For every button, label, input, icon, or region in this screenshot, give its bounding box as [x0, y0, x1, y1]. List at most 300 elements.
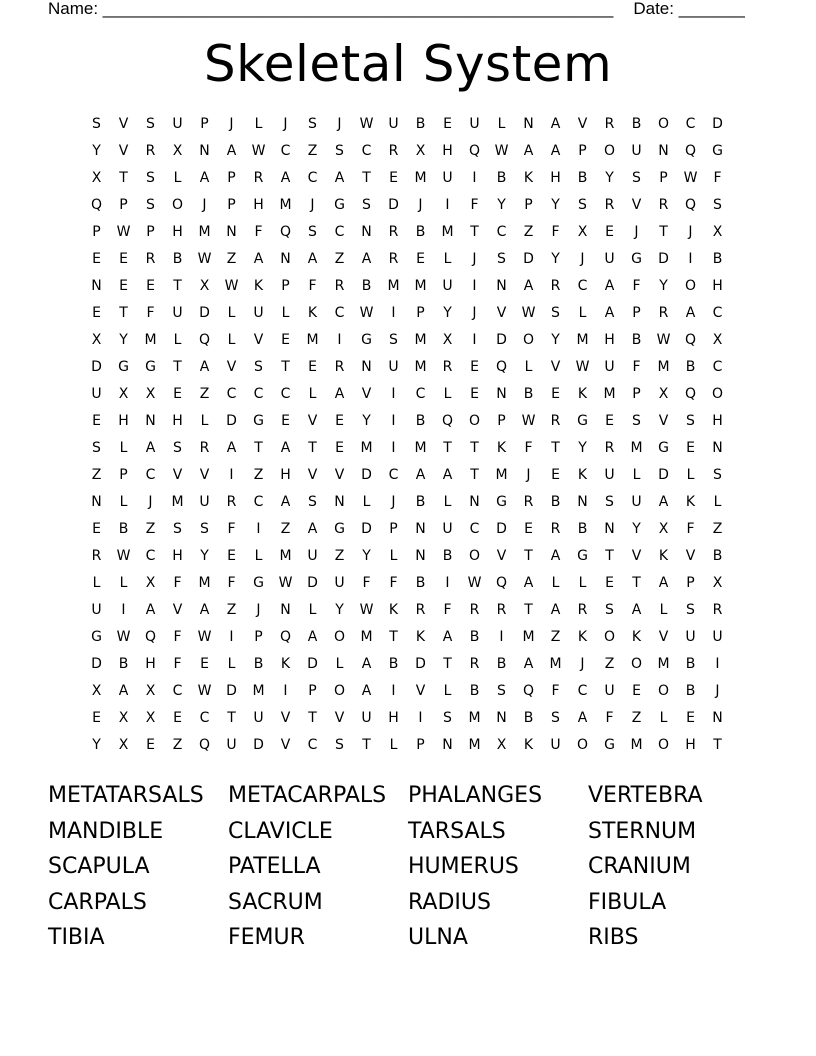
grid-letter: B — [496, 656, 507, 672]
grid-letter: L — [173, 332, 182, 348]
grid-letter: F — [173, 656, 182, 672]
grid-letter: X — [658, 521, 669, 537]
word-bank — [48, 780, 788, 958]
grid-letter: Q — [441, 413, 454, 429]
grid-letter: S — [551, 710, 560, 726]
grid-letter: M — [549, 656, 562, 672]
grid-letter: W — [521, 305, 536, 321]
word-bank-item: HUMERUS — [408, 854, 519, 880]
header-line — [48, 0, 745, 20]
grid-letter: M — [603, 386, 616, 402]
grid-letter: A — [361, 683, 372, 699]
grid-letter: S — [551, 305, 560, 321]
grid-letter: L — [173, 170, 182, 186]
grid-letter: J — [229, 116, 234, 132]
grid-letter: V — [199, 467, 210, 483]
grid-letter: C — [307, 737, 318, 753]
grid-letter: E — [686, 710, 695, 726]
grid-letter: U — [604, 683, 615, 699]
grid-letter: K — [307, 305, 318, 321]
grid-letter: A — [307, 629, 318, 645]
grid-letter: R — [658, 305, 669, 321]
grid-letter: T — [227, 710, 236, 726]
grid-letter: L — [632, 467, 641, 483]
grid-letter: S — [632, 413, 641, 429]
grid-letter: N — [91, 494, 102, 510]
grid-letter: D — [523, 251, 534, 267]
grid-letter: Y — [551, 197, 560, 213]
grid-letter: H — [280, 467, 291, 483]
grid-letter: L — [200, 413, 209, 429]
word-bank-item: PHALANGES — [408, 783, 543, 808]
grid-letter: B — [388, 656, 399, 672]
grid-letter: N — [415, 548, 426, 564]
grid-letter: E — [173, 710, 182, 726]
grid-letter: S — [578, 197, 587, 213]
grid-letter: B — [496, 170, 507, 186]
grid-letter: T — [524, 548, 533, 564]
grid-letter: U — [712, 629, 723, 645]
grid-letter: D — [226, 683, 237, 699]
grid-letter: T — [362, 170, 371, 186]
grid-row — [83, 354, 733, 381]
grid-letter: I — [472, 170, 477, 186]
grid-row — [83, 651, 733, 678]
grid-row — [83, 624, 733, 651]
grid-letter: P — [146, 224, 155, 240]
grid-row — [83, 273, 733, 300]
grid-letter: W — [467, 575, 482, 591]
grid-letter: Z — [253, 467, 264, 483]
grid-letter: S — [254, 359, 263, 375]
grid-letter: L — [119, 494, 128, 510]
grid-letter: H — [442, 143, 453, 159]
grid-letter: V — [415, 683, 426, 699]
grid-letter: P — [119, 197, 128, 213]
grid-letter: P — [227, 197, 236, 213]
grid-letter: O — [711, 386, 724, 402]
grid-letter: W — [116, 548, 131, 564]
grid-letter: H — [712, 413, 723, 429]
grid-letter: S — [362, 197, 371, 213]
grid-letter: S — [686, 413, 695, 429]
grid-letter: R — [388, 224, 399, 240]
grid-letter: B — [442, 548, 453, 564]
grid-row — [83, 381, 733, 408]
grid-letter: B — [415, 494, 426, 510]
grid-letter: A — [523, 575, 534, 591]
grid-letter: D — [226, 413, 237, 429]
grid-letter: N — [604, 521, 615, 537]
grid-letter: C — [253, 494, 264, 510]
grid-letter: W — [494, 143, 509, 159]
grid-letter: D — [253, 737, 264, 753]
grid-letter: S — [92, 116, 101, 132]
grid-letter: E — [92, 305, 101, 321]
grid-letter: O — [684, 278, 697, 294]
grid-letter: T — [470, 440, 479, 456]
grid-letter: J — [715, 683, 720, 699]
grid-letter: R — [658, 197, 669, 213]
grid-letter: L — [227, 305, 236, 321]
grid-letter: J — [148, 494, 153, 510]
grid-letter: Y — [605, 170, 614, 186]
grid-letter: L — [254, 548, 263, 564]
grid-letter: T — [308, 710, 317, 726]
grid-letter: Q — [90, 197, 103, 213]
grid-letter: T — [173, 278, 182, 294]
grid-letter: B — [415, 224, 426, 240]
grid-letter: Z — [307, 143, 318, 159]
grid-letter: V — [631, 548, 642, 564]
grid-letter: C — [280, 386, 291, 402]
letter-grid — [83, 111, 733, 759]
grid-letter: K — [523, 170, 534, 186]
grid-letter: B — [712, 251, 723, 267]
grid-letter: F — [713, 170, 722, 186]
grid-letter: V — [496, 548, 507, 564]
grid-letter: L — [578, 305, 587, 321]
grid-letter: J — [688, 224, 693, 240]
word-bank-item: VERTEBRA — [588, 783, 703, 808]
grid-letter: A — [523, 656, 534, 672]
grid-letter: V — [307, 413, 318, 429]
grid-letter: T — [713, 737, 722, 753]
grid-letter: Y — [551, 332, 560, 348]
grid-letter: C — [469, 521, 480, 537]
grid-letter: D — [388, 197, 399, 213]
grid-row — [83, 192, 733, 219]
grid-letter: Y — [578, 440, 587, 456]
grid-letter: S — [389, 332, 398, 348]
grid-letter: P — [416, 305, 425, 321]
grid-letter: V — [280, 710, 291, 726]
grid-letter: V — [550, 359, 561, 375]
grid-letter: Z — [523, 224, 534, 240]
word-bank-item: CARPALS — [48, 889, 147, 915]
grid-letter: L — [443, 494, 452, 510]
grid-letter: E — [524, 521, 533, 537]
grid-letter: N — [712, 710, 723, 726]
grid-letter: A — [253, 251, 264, 267]
grid-letter: G — [658, 440, 669, 456]
grid-letter: G — [577, 413, 588, 429]
grid-letter: R — [199, 440, 210, 456]
grid-letter: V — [658, 413, 669, 429]
grid-letter: E — [551, 467, 560, 483]
grid-letter: U — [226, 737, 237, 753]
grid-letter: M — [279, 548, 292, 564]
grid-letter: R — [226, 494, 237, 510]
grid-letter: J — [526, 467, 531, 483]
grid-letter: L — [308, 386, 317, 402]
grid-letter: Z — [280, 521, 291, 537]
grid-letter: O — [171, 197, 184, 213]
grid-letter: H — [172, 413, 183, 429]
grid-letter: L — [227, 332, 236, 348]
grid-letter: R — [334, 359, 345, 375]
grid-letter: R — [550, 278, 561, 294]
grid-letter: V — [577, 116, 588, 132]
grid-letter: U — [685, 629, 696, 645]
grid-letter: O — [630, 656, 643, 672]
grid-letter: T — [254, 440, 263, 456]
grid-letter: R — [577, 602, 588, 618]
grid-letter: N — [361, 359, 372, 375]
grid-letter: A — [145, 602, 156, 618]
grid-letter: O — [603, 629, 616, 645]
grid-letter: C — [307, 170, 318, 186]
grid-letter: S — [443, 710, 452, 726]
grid-letter: N — [496, 386, 507, 402]
grid-letter: B — [631, 116, 642, 132]
grid-row — [83, 489, 733, 516]
grid-letter: D — [496, 332, 507, 348]
grid-letter: Q — [495, 575, 508, 591]
grid-letter: A — [523, 143, 534, 159]
grid-letter: M — [198, 224, 211, 240]
grid-letter: Q — [279, 224, 292, 240]
grid-letter: D — [307, 656, 318, 672]
grid-letter: W — [521, 413, 536, 429]
grid-letter: E — [92, 413, 101, 429]
grid-letter: A — [334, 170, 345, 186]
grid-letter: X — [496, 737, 507, 753]
grid-letter: V — [685, 548, 696, 564]
grid-letter: Z — [172, 737, 183, 753]
grid-letter: B — [523, 386, 534, 402]
grid-letter: Y — [92, 737, 101, 753]
grid-letter: D — [361, 521, 372, 537]
grid-letter: I — [256, 521, 261, 537]
grid-letter: T — [389, 629, 398, 645]
grid-letter: R — [253, 170, 264, 186]
grid-letter: P — [92, 224, 101, 240]
grid-letter: X — [91, 170, 102, 186]
grid-letter: R — [469, 656, 480, 672]
grid-letter: B — [469, 683, 480, 699]
grid-letter: A — [361, 251, 372, 267]
grid-letter: T — [632, 575, 641, 591]
grid-row — [83, 516, 733, 543]
grid-letter: C — [145, 548, 156, 564]
grid-letter: S — [335, 143, 344, 159]
grid-letter: X — [118, 737, 129, 753]
grid-letter: I — [715, 656, 720, 672]
grid-letter: X — [145, 683, 156, 699]
grid-letter: C — [496, 224, 507, 240]
grid-letter: B — [469, 629, 480, 645]
grid-letter: C — [145, 467, 156, 483]
grid-letter: O — [468, 413, 481, 429]
grid-letter: F — [524, 440, 533, 456]
grid-letter: C — [712, 359, 723, 375]
grid-letter: X — [145, 386, 156, 402]
grid-letter: J — [634, 224, 639, 240]
grid-letter: A — [226, 143, 237, 159]
grid-letter: G — [334, 521, 345, 537]
grid-letter: U — [91, 386, 102, 402]
grid-letter: R — [550, 413, 561, 429]
grid-letter: C — [577, 278, 588, 294]
grid-letter: E — [605, 413, 614, 429]
grid-letter: L — [686, 467, 695, 483]
grid-letter: S — [146, 116, 155, 132]
grid-letter: M — [306, 332, 319, 348]
grid-letter: I — [337, 332, 342, 348]
grid-letter: F — [632, 278, 641, 294]
grid-letter: Y — [497, 197, 506, 213]
grid-row — [83, 570, 733, 597]
grid-letter: B — [118, 656, 129, 672]
grid-letter: C — [577, 683, 588, 699]
grid-letter: H — [685, 737, 696, 753]
grid-letter: M — [414, 359, 427, 375]
grid-letter: Q — [495, 359, 508, 375]
grid-letter: O — [603, 143, 616, 159]
grid-letter: U — [334, 575, 345, 591]
grid-letter: L — [389, 548, 398, 564]
grid-letter: X — [91, 683, 102, 699]
grid-letter: M — [387, 278, 400, 294]
grid-letter: M — [252, 683, 265, 699]
grid-letter: B — [415, 413, 426, 429]
grid-letter: E — [335, 413, 344, 429]
grid-letter: D — [658, 467, 669, 483]
grid-row — [83, 219, 733, 246]
grid-letter: H — [388, 710, 399, 726]
grid-letter: L — [524, 359, 533, 375]
grid-letter: H — [118, 413, 129, 429]
grid-letter: U — [442, 170, 453, 186]
grid-letter: M — [576, 332, 589, 348]
grid-letter: D — [496, 521, 507, 537]
grid-letter: N — [658, 143, 669, 159]
grid-letter: S — [713, 467, 722, 483]
grid-letter: J — [202, 197, 207, 213]
grid-letter: X — [712, 332, 723, 348]
grid-row — [83, 543, 733, 570]
grid-letter: P — [632, 305, 641, 321]
grid-letter: R — [442, 359, 453, 375]
grid-letter: F — [308, 278, 317, 294]
grid-letter: N — [496, 710, 507, 726]
grid-letter: J — [256, 602, 261, 618]
word-bank-item: MANDIBLE — [48, 818, 164, 844]
grid-letter: N — [523, 116, 534, 132]
grid-row — [83, 678, 733, 705]
grid-letter: E — [227, 548, 236, 564]
grid-letter: Q — [684, 197, 697, 213]
grid-letter: C — [388, 467, 399, 483]
grid-letter: T — [119, 170, 128, 186]
grid-letter: W — [278, 575, 293, 591]
grid-letter: E — [632, 683, 641, 699]
grid-letter: R — [145, 251, 156, 267]
grid-row — [83, 597, 733, 624]
grid-letter: Z — [334, 251, 345, 267]
grid-letter: V — [496, 305, 507, 321]
word-bank-item: TIBIA — [48, 925, 105, 951]
grid-letter: N — [280, 251, 291, 267]
grid-letter: X — [91, 332, 102, 348]
word-bank-item: FEMUR — [228, 925, 305, 951]
grid-letter: O — [576, 737, 589, 753]
grid-letter: T — [470, 467, 479, 483]
grid-letter: E — [335, 440, 344, 456]
grid-letter: F — [470, 197, 479, 213]
grid-letter: S — [605, 494, 614, 510]
grid-letter: F — [173, 575, 182, 591]
grid-letter: Z — [334, 548, 345, 564]
grid-letter: E — [308, 359, 317, 375]
grid-letter: K — [253, 278, 264, 294]
grid-letter: N — [334, 494, 345, 510]
grid-letter: I — [418, 710, 423, 726]
grid-letter: W — [197, 251, 212, 267]
grid-letter: L — [227, 656, 236, 672]
grid-letter: M — [657, 656, 670, 672]
grid-letter: I — [391, 683, 396, 699]
grid-letter: C — [334, 305, 345, 321]
grid-letter: U — [388, 359, 399, 375]
grid-letter: J — [580, 656, 585, 672]
grid-letter: H — [145, 656, 156, 672]
grid-letter: G — [712, 143, 723, 159]
grid-letter: A — [685, 305, 696, 321]
grid-letter: U — [631, 494, 642, 510]
grid-letter: V — [118, 143, 129, 159]
grid-letter: U — [604, 467, 615, 483]
page-title: Skeletal System — [203, 35, 613, 93]
grid-letter: E — [200, 656, 209, 672]
word-bank-item: STERNUM — [588, 818, 697, 844]
grid-letter: S — [308, 494, 317, 510]
word-bank-item: SACRUM — [228, 889, 323, 915]
grid-letter: A — [604, 278, 615, 294]
grid-letter: S — [713, 197, 722, 213]
grid-letter: E — [92, 521, 101, 537]
grid-letter: E — [146, 278, 155, 294]
grid-letter: T — [362, 737, 371, 753]
grid-letter: L — [119, 440, 128, 456]
grid-letter: L — [578, 575, 587, 591]
grid-letter: G — [361, 332, 372, 348]
grid-letter: P — [416, 737, 425, 753]
grid-letter: Z — [550, 629, 561, 645]
grid-letter: X — [712, 224, 723, 240]
grid-letter: B — [712, 548, 723, 564]
grid-letter: F — [686, 521, 695, 537]
grid-row — [83, 435, 733, 462]
grid-letter: Y — [200, 548, 209, 564]
grid-letter: L — [659, 602, 668, 618]
grid-letter: A — [118, 683, 129, 699]
grid-row — [83, 300, 733, 327]
grid-letter: E — [119, 251, 128, 267]
grid-letter: S — [146, 197, 155, 213]
grid-letter: R — [388, 251, 399, 267]
grid-letter: E — [551, 386, 560, 402]
grid-letter: T — [308, 440, 317, 456]
word-bank-item: ULNA — [408, 925, 468, 951]
grid-letter: M — [495, 467, 508, 483]
grid-row — [83, 165, 733, 192]
grid-letter: X — [118, 386, 129, 402]
grid-letter: E — [146, 737, 155, 753]
grid-letter: P — [227, 170, 236, 186]
grid-letter: M — [360, 629, 373, 645]
